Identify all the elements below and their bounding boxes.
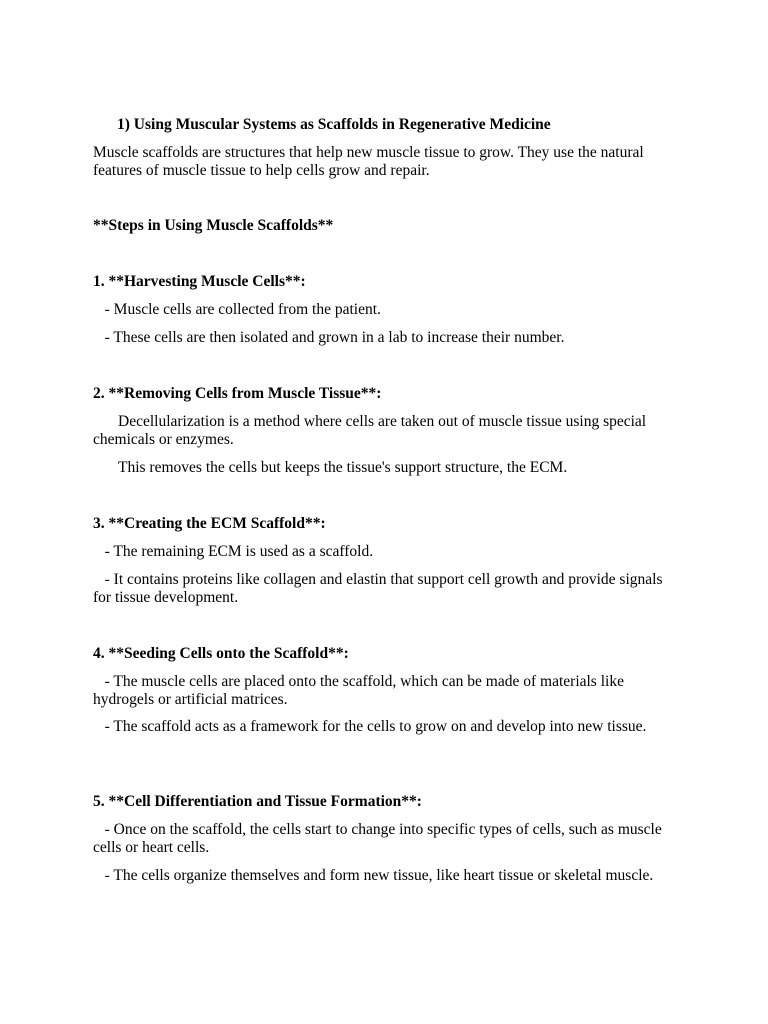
section-heading: 3. **Creating the ECM Scaffold**: xyxy=(93,515,326,532)
intro-paragraph: Muscle scaffolds are structures that help new muscle tissue to grow. They use the natural features of muscle tissue to help cells grow and repair. xyxy=(93,144,644,179)
section-paragraph: Decellularization is a method where cells are taken out of muscle tissue using special chemicals or enzymes. xyxy=(93,413,647,448)
section-paragraph: - The remaining ECM is used as a scaffold. xyxy=(93,543,374,560)
section-paragraph: - The scaffold acts as a framework for the cells to grow on and develop into new tissue. xyxy=(93,718,647,735)
section-paragraph: - It contains proteins like collagen and elastin that support cell growth and provide signals for tissue development. xyxy=(93,571,667,606)
section-paragraph: - The cells organize themselves and form new tissue, like heart tissue or skeletal muscle. xyxy=(93,867,654,884)
section-heading: 2. **Removing Cells from Muscle Tissue**: xyxy=(93,385,382,402)
document-title: 1) Using Muscular Systems as Scaffolds in Regenerative Medicine xyxy=(117,116,551,133)
section-paragraph: This removes the cells but keeps the tissue's support structure, the ECM. xyxy=(118,459,568,476)
section-heading: 5. **Cell Differentiation and Tissue Formation**: xyxy=(93,793,422,810)
section-heading: 1. **Harvesting Muscle Cells**: xyxy=(93,273,306,290)
steps-heading: **Steps in Using Muscle Scaffolds** xyxy=(93,217,334,234)
section-paragraph: - Muscle cells are collected from the patient. xyxy=(93,301,381,318)
section-heading: 4. **Seeding Cells onto the Scaffold**: xyxy=(93,645,349,662)
section-paragraph: - The muscle cells are placed onto the scaffold, which can be made of materials like hydrogels or artificial matrices. xyxy=(93,673,628,708)
section-paragraph: - Once on the scaffold, the cells start to change into specific types of cells, such as muscle cells or heart cells. xyxy=(93,821,666,856)
section-paragraph: - These cells are then isolated and grown in a lab to increase their number. xyxy=(93,329,565,346)
